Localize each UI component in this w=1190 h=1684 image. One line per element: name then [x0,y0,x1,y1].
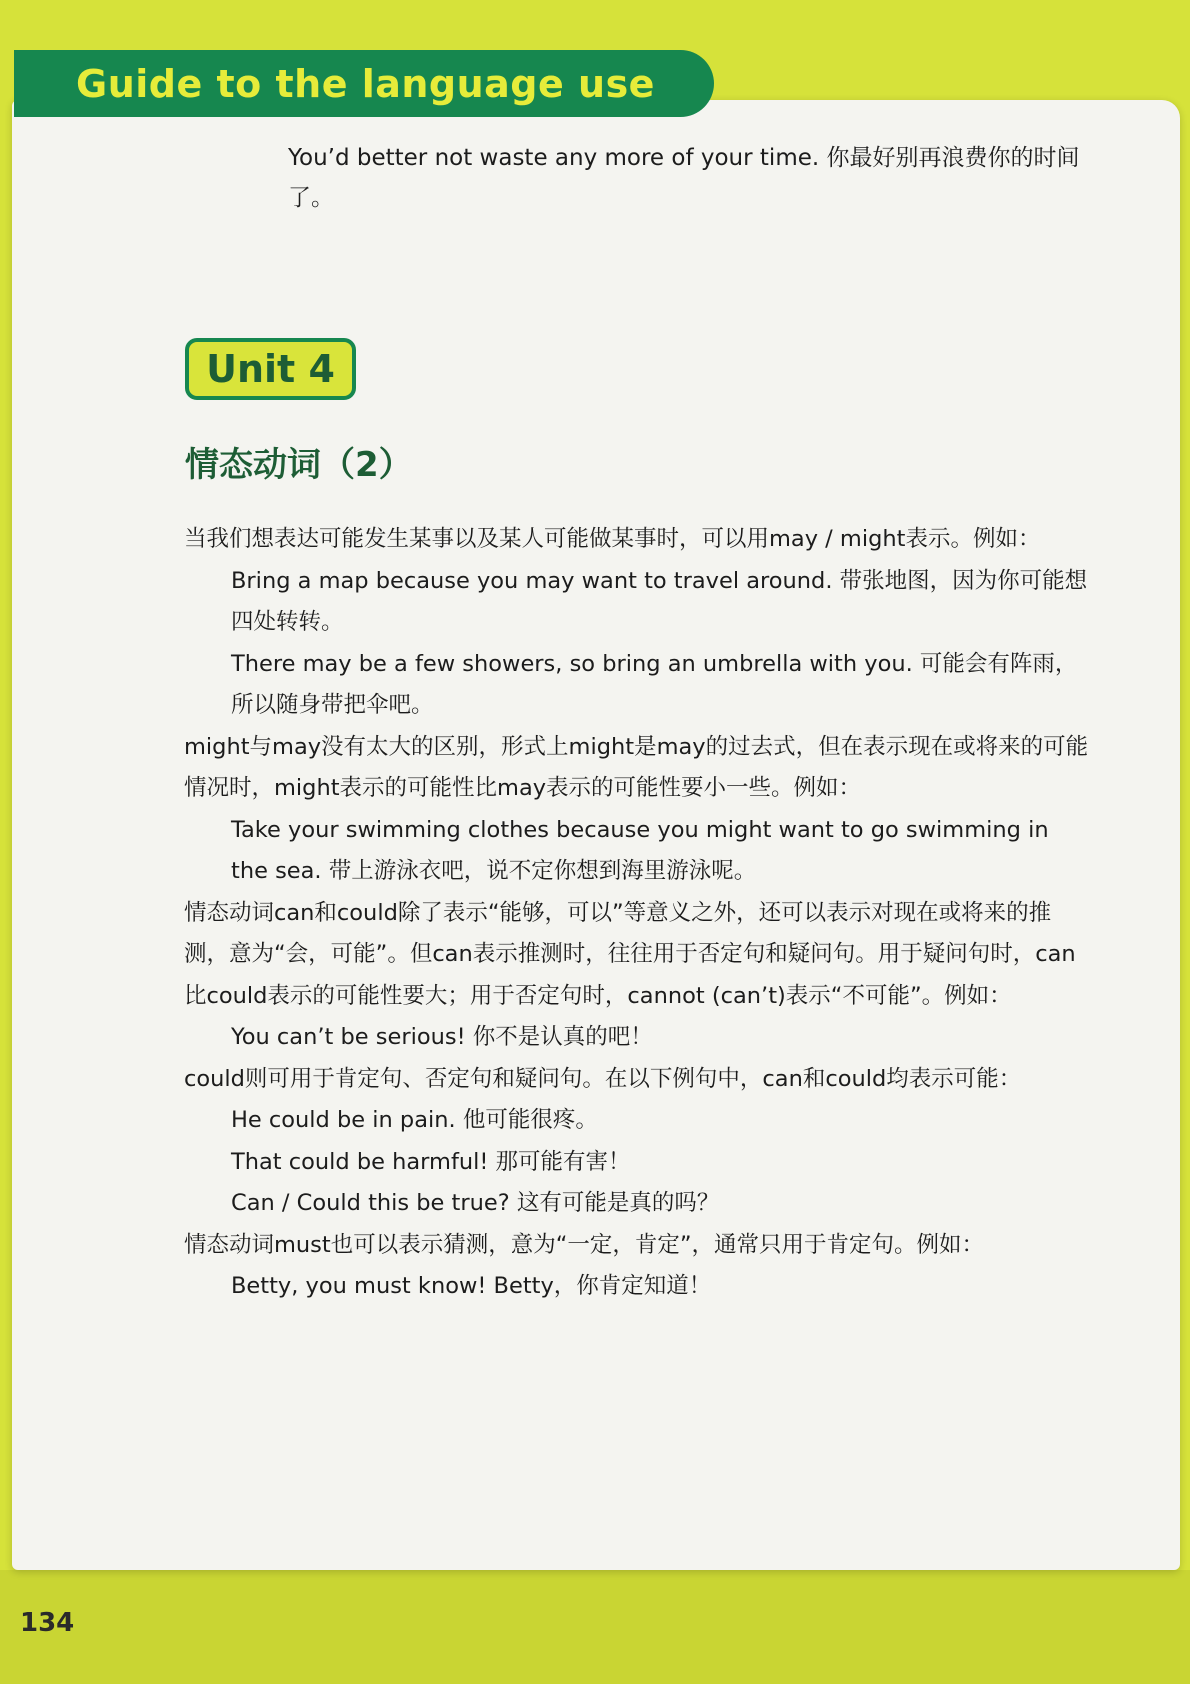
page-number: 134 [20,1608,75,1638]
example-sentence: There may be a few showers, so bring an umbrella with you. 可能会有阵雨，所以随身带把伞吧。 [231,650,1078,718]
unit-badge [185,338,356,400]
example-sentence: Bring a map because you may want to travel around. 带张地图，因为你可能想四处转转。 [231,567,1088,635]
bottom-band [0,1570,1190,1684]
continuation-text: You’d better not waste any more of your time. 你最好别再浪费你的时间了。 [288,145,1080,211]
example-sentence: Betty, you must know! Betty，你肯定知道！ [231,1273,712,1299]
paragraph-might-vs-may: might与may没有太大的区别，形式上might是may的过去式，但在表示现在或将来的可能情况时，might表示的可能性比may表示的可能性要小一些。例如： [184,733,1089,801]
section-title: 情态动词（2） [185,445,413,485]
paragraph-could: could则可用于肯定句、否定句和疑问句。在以下例句中，can和could均表示可能： [184,1065,1022,1092]
example-sentence: Can / Could this be true? 这有可能是真的吗？ [231,1190,720,1216]
example-sentence: That could be harmful! 那可能有害！ [231,1148,631,1175]
example-sentence: Take your swimming clothes because you might want to go swimming in the sea. 带上游泳衣吧，说不定你想到海里游泳呢。 [231,816,1049,884]
unit-label: Unit 4 [206,347,335,391]
paragraph-must: 情态动词must也可以表示猜测，意为“一定，肯定”，通常只用于肯定句。例如： [184,1231,985,1258]
section-header-tab [14,50,714,117]
example-sentence: He could be in pain. 他可能很疼。 [231,1107,598,1133]
example-sentence: You can’t be serious! 你不是认真的吧！ [231,1024,653,1050]
paragraph-may-might: 当我们想表达可能发生某事以及某人可能做某事时，可以用may / might表示。例如： [184,526,1041,552]
paragraph-can-could: 情态动词can和could除了表示“能够，可以”等意义之外，还可以表示对现在或将来的推测，意为“会，可能”。但can表示推测时，往往用于否定句和疑问句。用于疑问句时，can比could表示的可能性要大；用于否定句时，cannot (can’t)表示“不可能”。例如： [184,899,1076,1009]
body-content [184,519,1089,1308]
section-header-title: Guide to the language use [76,61,655,106]
